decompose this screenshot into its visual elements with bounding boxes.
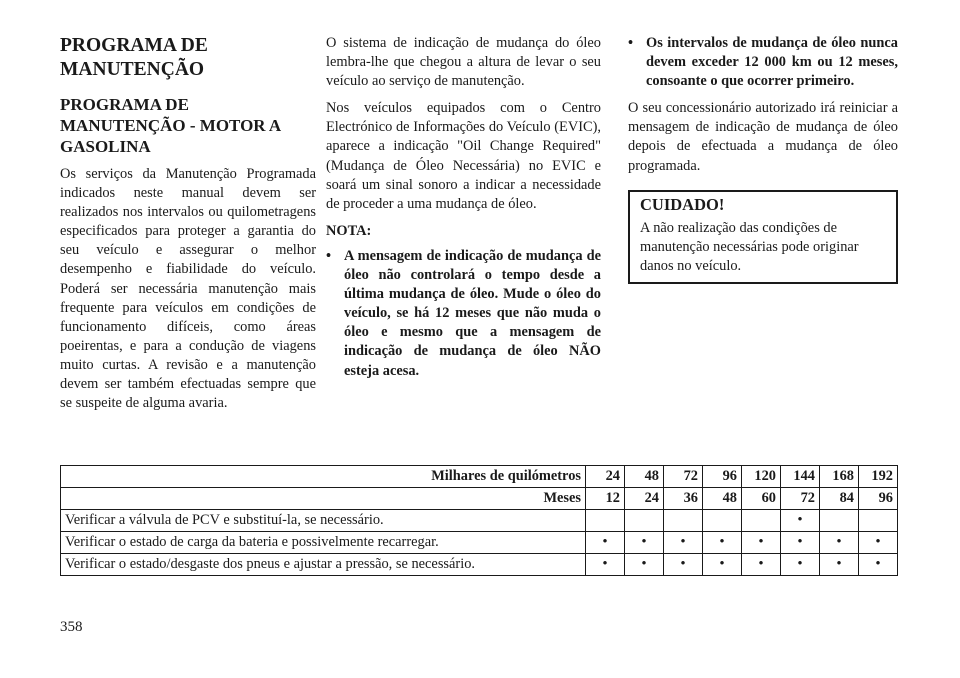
months-cell: 60 bbox=[742, 488, 781, 510]
months-header-label: Meses bbox=[61, 488, 586, 510]
interval-mark-cell bbox=[586, 510, 625, 532]
km-cell: 96 bbox=[703, 466, 742, 488]
interval-mark-cell bbox=[820, 510, 859, 532]
interval-mark-cell: • bbox=[781, 532, 820, 554]
interval-mark-cell bbox=[625, 510, 664, 532]
km-cell: 72 bbox=[664, 466, 703, 488]
interval-mark-cell: • bbox=[703, 532, 742, 554]
task-label: Verificar o estado/desgaste dos pneus e ajustar a pressão, se necessário. bbox=[61, 554, 586, 576]
evic-paragraph: Nos veículos equipados com o Centro Electrónico de Informações do Veículo (EVIC), aparece a indicação "Oil Change Required" (Mudança de Óleo Necessária) no EVIC e soará um sinal sonoro a indicar a necessidade de proceder a uma mudança de óleo. bbox=[326, 100, 601, 212]
caution-box bbox=[628, 190, 898, 284]
section-subtitle: PROGRAMA DE MANUTENÇÃO - MOTOR A GASOLINA bbox=[60, 95, 281, 156]
middle-column bbox=[326, 34, 601, 389]
months-cell: 96 bbox=[859, 488, 898, 510]
bullet-marker: • bbox=[628, 35, 634, 51]
interval-mark-cell: • bbox=[625, 554, 664, 576]
months-cell: 48 bbox=[703, 488, 742, 510]
km-cell: 48 bbox=[625, 466, 664, 488]
km-cell: 24 bbox=[586, 466, 625, 488]
km-cell: 144 bbox=[781, 466, 820, 488]
table-row bbox=[61, 554, 898, 576]
table-header-months bbox=[61, 488, 898, 510]
table-header-km bbox=[61, 466, 898, 488]
interval-mark-cell bbox=[703, 510, 742, 532]
months-cell: 84 bbox=[820, 488, 859, 510]
section-title: PROGRAMA DE MANUTENÇÃO bbox=[60, 35, 208, 80]
interval-mark-cell: • bbox=[742, 554, 781, 576]
task-label: Verificar a válvula de PCV e substituí-la, se necessário. bbox=[61, 510, 586, 532]
interval-mark-cell: • bbox=[664, 554, 703, 576]
intro-paragraph: Os serviços da Manutenção Programada indicados neste manual devem ser realizados nos intervalos ou quilometragens especificados para proteger a garantia do seu veículo e assegurar o melhor desempenho e fiabilidade do veículo. Poderá ser necessária manutenção mais frequente para veículos em condições de funcionamento difíceis, como áreas poeirentas, e para a condução de viagens muito curtas. A revisão e a manutenção devem ser também efectuadas sempre que se suspeite de alguma avaria. bbox=[60, 166, 316, 412]
km-cell: 120 bbox=[742, 466, 781, 488]
interval-mark-cell: • bbox=[859, 554, 898, 576]
right-column bbox=[628, 34, 898, 284]
interval-mark-cell: • bbox=[820, 554, 859, 576]
note-bullet bbox=[326, 247, 601, 381]
page-number: 358 bbox=[60, 619, 83, 635]
interval-mark-cell: • bbox=[625, 532, 664, 554]
note-label: NOTA: bbox=[326, 222, 372, 239]
oil-indicator-paragraph: O sistema de indicação de mudança do óleo lembra-lhe que chegou a altura de levar o seu veículo ao serviço de manutenção. bbox=[326, 35, 601, 90]
months-cell: 36 bbox=[664, 488, 703, 510]
km-header-label: Milhares de quilómetros bbox=[61, 466, 586, 488]
interval-mark-cell bbox=[742, 510, 781, 532]
km-cell: 192 bbox=[859, 466, 898, 488]
interval-bullet bbox=[628, 34, 898, 91]
table-row bbox=[61, 532, 898, 554]
interval-mark-cell: • bbox=[586, 554, 625, 576]
bullet-marker: • bbox=[326, 247, 332, 264]
left-column bbox=[60, 34, 316, 421]
task-label: Verificar o estado de carga da bateria e possivelmente recarregar. bbox=[61, 532, 586, 554]
table-row bbox=[61, 510, 898, 532]
note-bullet-text: A mensagem de indicação de mudança de óleo não controlará o tempo desde a última mudança de óleo. Mude o óleo do veículo, se há 12 meses que não muda o óleo e mesmo que a mensagem de indicação de mudança de óleo NÃO esteja acesa. bbox=[344, 247, 601, 379]
months-cell: 72 bbox=[781, 488, 820, 510]
caution-title: CUIDADO! bbox=[640, 194, 725, 214]
interval-mark-cell: • bbox=[820, 532, 859, 554]
interval-mark-cell bbox=[664, 510, 703, 532]
interval-mark-cell: • bbox=[781, 510, 820, 532]
interval-mark-cell: • bbox=[781, 554, 820, 576]
interval-mark-cell bbox=[859, 510, 898, 532]
km-cell: 168 bbox=[820, 466, 859, 488]
interval-mark-cell: • bbox=[742, 532, 781, 554]
caution-text: A não realização das condições de manutenção necessárias pode originar danos no veículo. bbox=[640, 219, 859, 274]
months-cell: 24 bbox=[625, 488, 664, 510]
interval-mark-cell: • bbox=[586, 532, 625, 554]
interval-mark-cell: • bbox=[703, 554, 742, 576]
interval-bullet-text: Os intervalos de mudança de óleo nunca devem exceder 12 000 km ou 12 meses, consoante o que ocorrer primeiro. bbox=[646, 35, 898, 90]
maintenance-schedule-table bbox=[60, 465, 898, 576]
months-cell: 12 bbox=[586, 488, 625, 510]
interval-mark-cell: • bbox=[859, 532, 898, 554]
interval-mark-cell: • bbox=[664, 532, 703, 554]
dealer-paragraph: O seu concessionário autorizado irá reiniciar a mensagem de indicação de mudança de óleo depois de efectuada a mudança de óleo programada. bbox=[628, 100, 898, 174]
